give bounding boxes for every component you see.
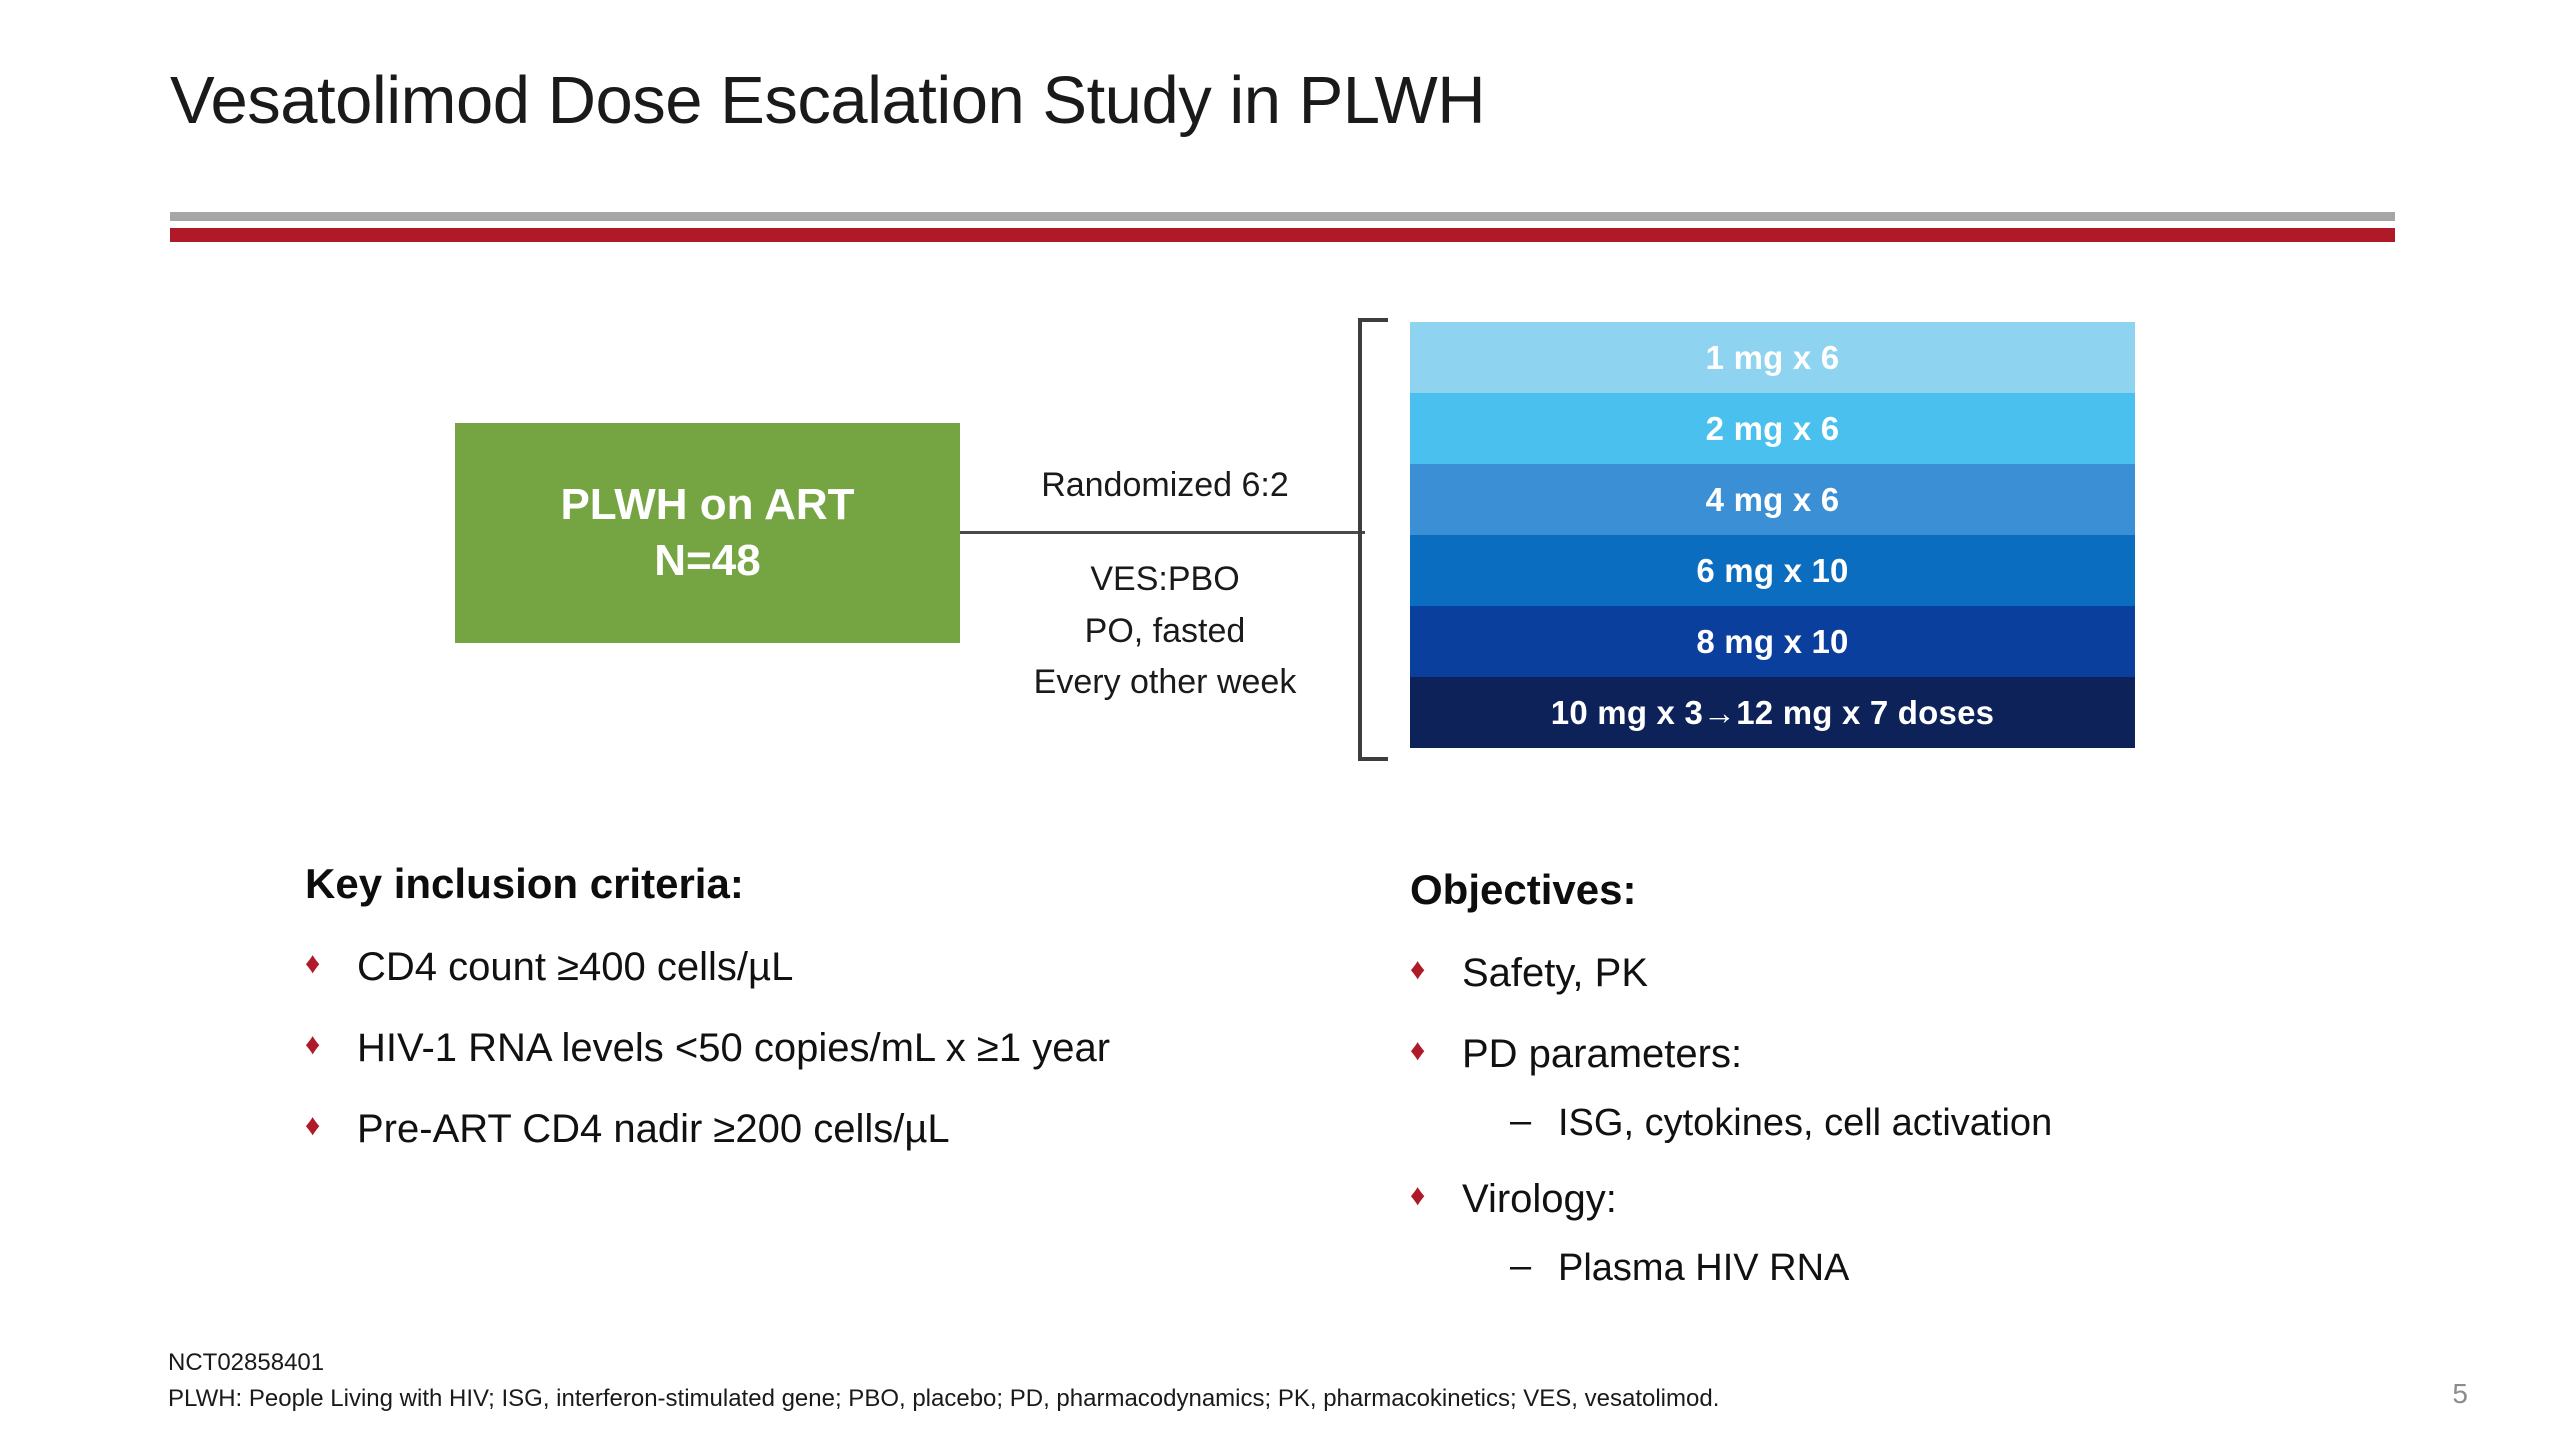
dose-arm-row bbox=[1410, 535, 2135, 606]
objectives-heading: Objectives: bbox=[1410, 866, 1637, 913]
randomization-label: Randomized 6:2 bbox=[1041, 466, 1289, 504]
diamond-bullet-icon: ♦ bbox=[305, 1028, 321, 1062]
list-item-label: Safety, PK bbox=[1462, 951, 1649, 995]
dose-arm-row bbox=[1410, 677, 2135, 748]
dosing-detail-line2: PO, fasted bbox=[1084, 611, 1246, 650]
population-box bbox=[455, 423, 960, 643]
dose-arm-row bbox=[1410, 464, 2135, 535]
dose-arm-row bbox=[1410, 393, 2135, 464]
list-item-label: Pre-ART CD4 nadir ≥200 cells/µL bbox=[357, 1107, 950, 1152]
list-item-label: HIV-1 RNA levels <50 copies/mL x ≥1 year bbox=[357, 1026, 1111, 1071]
diamond-bullet-icon: ♦ bbox=[305, 947, 321, 980]
dose-arm-label: 8 mg x 10 bbox=[1696, 622, 1849, 660]
divider-red bbox=[170, 228, 2395, 242]
list-item bbox=[305, 1023, 1365, 1074]
dosing-detail-line1: VES:PBO bbox=[1090, 560, 1240, 598]
diamond-bullet-icon: ♦ bbox=[305, 1109, 321, 1143]
inclusion-list bbox=[305, 942, 1365, 1156]
diamond-bullet-icon: ♦ bbox=[1410, 1034, 1426, 1068]
grouping-bracket bbox=[1358, 318, 1388, 761]
dose-arm-label: 1 mg x 6 bbox=[1705, 338, 1840, 376]
diamond-bullet-icon: ♦ bbox=[1410, 953, 1426, 986]
dose-arm-label: 2 mg x 6 bbox=[1705, 409, 1840, 447]
bracket-vertical bbox=[1358, 318, 1362, 761]
objectives-section bbox=[1410, 866, 2440, 1319]
inclusion-criteria-section bbox=[305, 860, 1365, 1186]
list-item bbox=[1410, 948, 2440, 999]
dose-arm-row bbox=[1410, 322, 2135, 393]
population-box-line2: N=48 bbox=[654, 536, 761, 585]
sub-list-item bbox=[1510, 1100, 2440, 1148]
dosing-detail-line3: Every other week bbox=[1033, 663, 1297, 702]
page-title: Vesatolimod Dose Escalation Study in PLWH bbox=[170, 63, 1486, 138]
list-item bbox=[1410, 1174, 2440, 1225]
diamond-bullet-icon: ♦ bbox=[1410, 1178, 1426, 1212]
objectives-list bbox=[1410, 948, 2440, 1293]
sub-list-item-label: Plasma HIV RNA bbox=[1558, 1247, 1850, 1290]
bracket-bottom-arm bbox=[1358, 757, 1388, 761]
bracket-top-arm bbox=[1358, 318, 1388, 322]
dosing-details bbox=[975, 554, 1355, 709]
dose-arm-label: 10 mg x 3→12 mg x 7 doses bbox=[1550, 693, 1995, 731]
dash-bullet-icon: – bbox=[1510, 1245, 1532, 1288]
dose-arm-stack bbox=[1410, 322, 2135, 748]
list-item bbox=[305, 942, 1365, 993]
page-number: 5 bbox=[2452, 1378, 2468, 1409]
footnote-abbreviations: PLWH: People Living with HIV; ISG, interferon-stimulated gene; PBO, placebo; PD, pharmacodynamics; PK, pharmacokinetics; VES, vesatolimod. bbox=[168, 1384, 1720, 1412]
inclusion-heading: Key inclusion criteria: bbox=[305, 860, 744, 907]
list-item-label: PD parameters: bbox=[1462, 1032, 1743, 1077]
connector-line bbox=[960, 531, 1365, 534]
footnote-trial-id: NCT02858401 bbox=[168, 1349, 325, 1376]
sub-list-item-label: ISG, cytokines, cell activation bbox=[1558, 1102, 2053, 1145]
sub-list-item bbox=[1510, 1245, 2440, 1293]
list-item bbox=[305, 1104, 1365, 1155]
list-item bbox=[1410, 1029, 2440, 1080]
footnotes bbox=[168, 1345, 1719, 1416]
list-item-label: CD4 count ≥400 cells/µL bbox=[357, 945, 794, 989]
dose-arm-label: 4 mg x 6 bbox=[1705, 480, 1840, 518]
dose-arm-row bbox=[1410, 606, 2135, 677]
divider-gray bbox=[170, 212, 2395, 221]
dash-bullet-icon: – bbox=[1510, 1100, 1532, 1143]
list-item-label: Virology: bbox=[1462, 1176, 1617, 1221]
population-box-line1: PLWH on ART bbox=[560, 479, 855, 529]
dose-arm-label: 6 mg x 10 bbox=[1696, 551, 1849, 589]
